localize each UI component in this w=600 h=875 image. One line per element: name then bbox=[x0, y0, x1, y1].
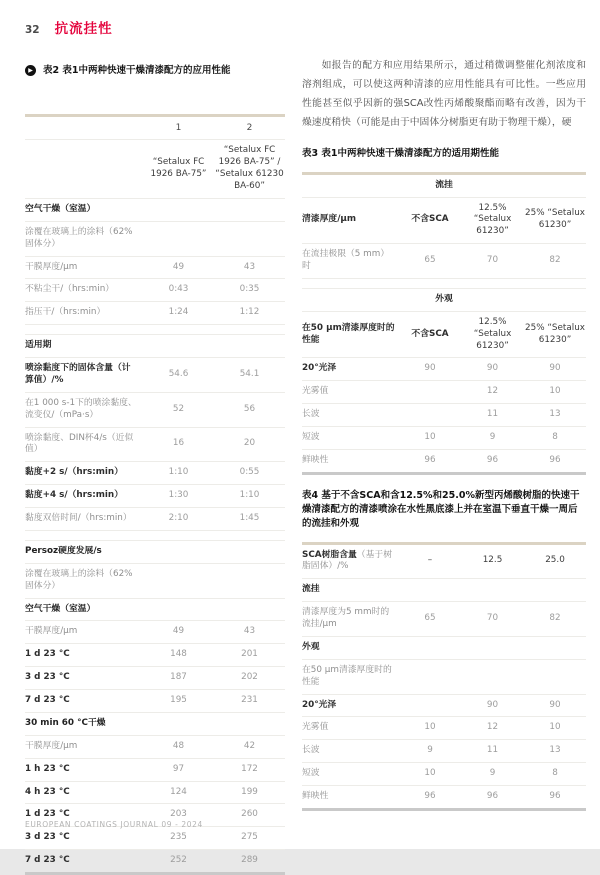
table4-section-label: 流挂 bbox=[302, 584, 320, 595]
table4-row bbox=[302, 660, 586, 695]
table2-row bbox=[25, 302, 285, 325]
table2-cell-value: 49 bbox=[172, 261, 185, 272]
table4-section-label: 外观 bbox=[302, 641, 320, 652]
table4-cell-value: 96 bbox=[424, 791, 436, 801]
table3-cell-value: 13 bbox=[549, 409, 561, 420]
table2-cell-value: 43 bbox=[243, 626, 256, 637]
table4-cell-value: 13 bbox=[549, 745, 561, 756]
table3-header-cell: 不含SCA bbox=[411, 214, 449, 225]
table4-cell-value: 8 bbox=[552, 768, 558, 779]
table2-row bbox=[25, 827, 285, 850]
table2-row bbox=[25, 531, 285, 541]
table2-cell-value: 260 bbox=[241, 809, 258, 820]
table2-row bbox=[25, 393, 285, 428]
table2-cell-value: 1:10 bbox=[168, 467, 189, 478]
table2-cell-value: 202 bbox=[241, 672, 258, 683]
table3-group-label: 外观 bbox=[435, 293, 453, 304]
table2-row bbox=[25, 462, 285, 485]
page-header bbox=[25, 17, 113, 37]
table2-cell-value: 42 bbox=[243, 740, 256, 751]
page-title: 抗流挂性 bbox=[54, 21, 113, 37]
table2-row-label: 干膜厚度/μm bbox=[25, 740, 78, 751]
table2-row bbox=[25, 621, 285, 644]
table2-cell-value: 0:43 bbox=[168, 284, 189, 295]
table2-section-label: 30 min 60 °C干燥 bbox=[25, 717, 106, 728]
table3-row bbox=[302, 175, 586, 198]
table2-cell-value: 199 bbox=[241, 786, 258, 797]
table3-cell-value: 96 bbox=[424, 454, 436, 465]
table2-cell-value: 16 bbox=[172, 438, 185, 449]
table3-cell-value: 82 bbox=[549, 255, 561, 266]
table4-cell-value: 9 bbox=[427, 745, 433, 756]
table3-row bbox=[302, 427, 586, 450]
table2-cell-value: 289 bbox=[241, 855, 258, 866]
table2-row bbox=[25, 358, 285, 393]
table4-cell-value: 65 bbox=[424, 613, 436, 624]
table3-cell-value: 12 bbox=[486, 386, 499, 397]
table4-cell-value: 96 bbox=[549, 791, 561, 801]
table2-row bbox=[25, 257, 285, 280]
table4-header-cell: – bbox=[427, 555, 433, 566]
table2-row-label: 黏度+2 s/（hrs:min） bbox=[25, 467, 123, 478]
table3-row bbox=[302, 198, 586, 245]
table4-cell-value: 12 bbox=[486, 722, 499, 733]
table4-header-cell: 25.0 bbox=[545, 555, 565, 566]
table2-row bbox=[25, 713, 285, 736]
table2-cell-value: 49 bbox=[172, 626, 185, 637]
table2-row bbox=[25, 325, 285, 335]
table4-row bbox=[302, 786, 586, 808]
table2-col2-number: 2 bbox=[246, 123, 253, 134]
table4-row-label: 鲜映性 bbox=[302, 791, 329, 801]
table2-row-label: 7 d 23 °C bbox=[25, 695, 70, 706]
table3-row bbox=[302, 381, 586, 404]
table3-header-cell: 不含SCA bbox=[411, 328, 449, 339]
table4-row-label: 长波 bbox=[302, 745, 320, 756]
table3-row bbox=[302, 312, 586, 359]
table2-row-label: 1 h 23 °C bbox=[25, 763, 70, 774]
table4-row bbox=[302, 579, 586, 602]
table2-cell-value: 172 bbox=[241, 763, 258, 774]
page-number: 32 bbox=[25, 24, 40, 36]
play-arrow-icon: ▶ bbox=[25, 65, 36, 76]
table2 bbox=[25, 114, 285, 875]
table3-row bbox=[302, 289, 586, 312]
table3-cell-value: 90 bbox=[549, 363, 561, 374]
table2-row-label: 3 d 23 °C bbox=[25, 832, 70, 843]
table3-cell-value: 90 bbox=[424, 363, 436, 374]
table2-cell-value: 148 bbox=[170, 649, 187, 660]
table4-cell-value: 11 bbox=[486, 745, 499, 756]
table2-row-label: 喷涂黏度下的固体含量（计算值）/% bbox=[25, 363, 131, 385]
table4-row-label: 在50 μm清漆厚度时的性能 bbox=[302, 664, 392, 687]
table2-cell-value: 252 bbox=[170, 855, 187, 866]
table2-row-label: 黏度+4 s/（hrs:min） bbox=[25, 490, 123, 501]
table4-row bbox=[302, 717, 586, 740]
table2-cell-value: 0:55 bbox=[239, 467, 260, 478]
table3-cell-value: 96 bbox=[486, 454, 499, 465]
table2-row-label: 喷涂黏度、DIN杯4/s（近似值） bbox=[25, 432, 134, 455]
table3-cell-value: 8 bbox=[552, 432, 558, 442]
table2-cell-value: 0:35 bbox=[239, 284, 260, 295]
left-column bbox=[25, 64, 285, 875]
table2-row bbox=[25, 428, 285, 463]
table3-header-cell: 25% “Setalux 61230” bbox=[525, 208, 585, 231]
table2-row bbox=[25, 850, 285, 872]
table4-cell-value: 82 bbox=[549, 613, 561, 624]
table2-row bbox=[25, 759, 285, 782]
table2-row bbox=[25, 199, 285, 222]
footer-journal-line: EUROPEAN COATINGS JOURNAL 09 - 2024 bbox=[25, 820, 203, 829]
table4-row-label: 20°光泽 bbox=[302, 699, 337, 710]
table2-row-label: 不粘尘干/（hrs:min） bbox=[25, 284, 115, 295]
table2-row-label: 黏度双倍时间/（hrs:min） bbox=[25, 513, 132, 524]
table2-cell-value: 231 bbox=[241, 695, 258, 706]
table2-cell-value: 1:45 bbox=[239, 513, 260, 524]
table4-cell-value: 10 bbox=[549, 722, 561, 733]
table2-col1-header: “Setalux FC 1926 BA-75” bbox=[150, 157, 207, 180]
table3-header-cell: 25% “Setalux 61230” bbox=[525, 322, 585, 345]
table3-row-label: 鲜映性 bbox=[302, 454, 329, 465]
table3-row-label: 短波 bbox=[302, 432, 320, 442]
table4-row-label: 短波 bbox=[302, 768, 320, 779]
table2-cell-value: 43 bbox=[243, 261, 256, 272]
table2-row-label: 干膜厚度/μm bbox=[25, 261, 78, 272]
table2-cell-value: 97 bbox=[172, 763, 185, 774]
table3-body bbox=[302, 175, 586, 472]
table2-caption: 表2 表1中两种快速干燥清漆配方的应用性能 bbox=[43, 65, 231, 76]
table2-row bbox=[25, 690, 285, 713]
table4-row bbox=[302, 695, 586, 718]
table3 bbox=[302, 172, 586, 475]
table4-cell-value: 70 bbox=[486, 613, 499, 624]
table3-cell-value: 10 bbox=[424, 432, 436, 442]
table2-row bbox=[25, 782, 285, 805]
table3-header-label: 清漆厚度/μm bbox=[302, 214, 357, 225]
table2-cell-value: 48 bbox=[172, 740, 185, 751]
table2-row bbox=[25, 508, 285, 531]
table2-row-label: 干膜厚度/μm bbox=[25, 626, 78, 637]
table4-cell-value: 96 bbox=[486, 791, 499, 801]
table2-cell-value: 195 bbox=[170, 695, 187, 706]
table4 bbox=[302, 542, 586, 811]
table2-row bbox=[25, 279, 285, 302]
table2-row bbox=[25, 335, 285, 358]
table3-row-label: 长波 bbox=[302, 409, 320, 420]
table3-row bbox=[302, 244, 586, 279]
table2-row-label: 在1 000 s-1下的喷涂黏度、流变仪/（mPa·s） bbox=[25, 397, 137, 420]
right-column bbox=[302, 56, 586, 811]
table2-cell-value: 1:24 bbox=[168, 307, 189, 318]
table4-row bbox=[302, 637, 586, 660]
table4-row bbox=[302, 602, 586, 637]
table4-cell-value: 10 bbox=[424, 722, 436, 733]
table2-cell-value: 2:10 bbox=[168, 513, 189, 524]
table4-cell-value: 9 bbox=[489, 768, 496, 779]
table2-cell-value: 54.6 bbox=[168, 368, 189, 379]
table2-cell-value: 124 bbox=[170, 786, 187, 797]
table2-row bbox=[25, 564, 285, 599]
table3-row-label: 在流挂极限（5 mm）时 bbox=[302, 249, 390, 271]
table3-cell-value: 11 bbox=[486, 409, 499, 420]
table3-cell-value: 96 bbox=[549, 454, 561, 465]
table2-cell-value: 203 bbox=[170, 809, 187, 820]
table3-cell-value: 10 bbox=[549, 386, 561, 397]
table3-row-label: 光雾值 bbox=[302, 386, 329, 397]
table2-section-label: 空气干燥（室温） bbox=[25, 203, 96, 214]
intro-paragraph: 如报告的配方和应用结果所示，通过稍微调整催化剂浓度和溶剂组成，可以使这两种清漆的应用性能具有可比性。一些应用性能甚至似乎因新的强SCA改性丙烯酸聚酯而略有改善，因为干燥速度稍快（可能是由于中固体分树脂更有助于物理干燥），硬 bbox=[302, 60, 586, 129]
table4-row bbox=[302, 763, 586, 786]
table2-row bbox=[25, 736, 285, 759]
table2-column-numbers bbox=[25, 117, 285, 140]
table4-header-cell: 12.5 bbox=[482, 555, 503, 566]
table2-cell-value: 54.1 bbox=[239, 368, 260, 379]
table2-row-label: 7 d 23 °C bbox=[25, 855, 70, 866]
table3-caption: 表3 表1中两种快速干燥清漆配方的适用期性能 bbox=[302, 148, 500, 160]
table2-row-label: 1 d 23 °C bbox=[25, 809, 70, 820]
table2-column-headers bbox=[25, 140, 285, 199]
table4-caption: 表4 基于不含SCA和含12.5%和25.0%新型丙烯酸树脂的快速干燥清漆配方的清漆喷涂在水性黑底漆上并在室温下垂直干燥一周后的流挂和外观 bbox=[302, 489, 580, 530]
table4-cell-value: 90 bbox=[549, 699, 561, 710]
table4-row-label: 清漆厚度为5 mm时的流挂/μm bbox=[302, 607, 390, 629]
table4-cell-value: 10 bbox=[424, 768, 436, 779]
table2-cell-value: 275 bbox=[241, 832, 258, 843]
table2-caption-row bbox=[25, 64, 285, 78]
table3-row bbox=[302, 404, 586, 427]
table2-col2-header: “Setalux FC 1926 BA-75” / “Setalux 61230 BA-60” bbox=[215, 145, 284, 192]
table2-row-label: 涂覆在玻璃上的涂料（62%固体分） bbox=[25, 568, 133, 591]
table4-body bbox=[302, 545, 586, 808]
table2-cell-value: 20 bbox=[243, 438, 256, 449]
table2-section-label: 适用期 bbox=[25, 340, 52, 351]
table2-cell-value: 187 bbox=[170, 672, 187, 683]
table2-row-label: 指压干/（hrs:min） bbox=[25, 307, 106, 318]
table2-row bbox=[25, 667, 285, 690]
table3-header-cell: 12.5% “Setalux 61230” bbox=[473, 202, 512, 237]
table3-cell-value: 70 bbox=[486, 255, 499, 266]
table4-row bbox=[302, 545, 586, 580]
table3-row bbox=[302, 358, 586, 381]
table2-row bbox=[25, 541, 285, 564]
table2-section-label: 空气干燥（室温） bbox=[25, 603, 96, 614]
table3-cell-value: 90 bbox=[486, 363, 499, 374]
table2-row-label: 1 d 23 °C bbox=[25, 649, 70, 660]
table2-row-label: 3 d 23 °C bbox=[25, 672, 70, 683]
table3-header-cell: 12.5% “Setalux 61230” bbox=[473, 316, 512, 351]
table3-row bbox=[302, 450, 586, 472]
table2-cell-value: 56 bbox=[243, 403, 256, 414]
table2-cell-value: 1:12 bbox=[239, 307, 260, 318]
table4-row-label: 光雾值 bbox=[302, 722, 329, 733]
table3-header-label: 在50 μm清漆厚度时的性能 bbox=[302, 322, 395, 345]
table3-row-label: 20°光泽 bbox=[302, 363, 337, 374]
table2-col1-number: 1 bbox=[175, 123, 182, 134]
table2-cell-value: 1:30 bbox=[168, 490, 189, 501]
table3-cell-value: 65 bbox=[424, 255, 436, 266]
table2-body bbox=[25, 199, 285, 872]
table2-cell-value: 52 bbox=[172, 403, 185, 414]
table2-cell-value: 235 bbox=[170, 832, 187, 843]
table2-row bbox=[25, 644, 285, 667]
table2-cell-value: 201 bbox=[241, 649, 258, 660]
table3-cell-value: 9 bbox=[489, 432, 496, 442]
table2-row-label: 4 h 23 °C bbox=[25, 786, 70, 797]
table3-row bbox=[302, 279, 586, 289]
table2-row-label: 涂覆在玻璃上的涂料（62%固体分） bbox=[25, 226, 133, 249]
table2-row bbox=[25, 222, 285, 257]
table2-row bbox=[25, 485, 285, 508]
table2-section-label: Persoz硬度发展/s bbox=[25, 545, 102, 556]
table4-header-label-bold: SCA树脂含量 bbox=[302, 549, 357, 560]
table4-header-label-sub: （基于树脂固体）/% bbox=[302, 549, 392, 572]
table3-group-label: 流挂 bbox=[435, 179, 453, 190]
table2-row bbox=[25, 599, 285, 622]
table4-row bbox=[302, 740, 586, 763]
table4-header-label bbox=[302, 550, 399, 574]
table2-cell-value: 1:10 bbox=[239, 490, 260, 501]
table4-cell-value: 90 bbox=[486, 699, 499, 710]
